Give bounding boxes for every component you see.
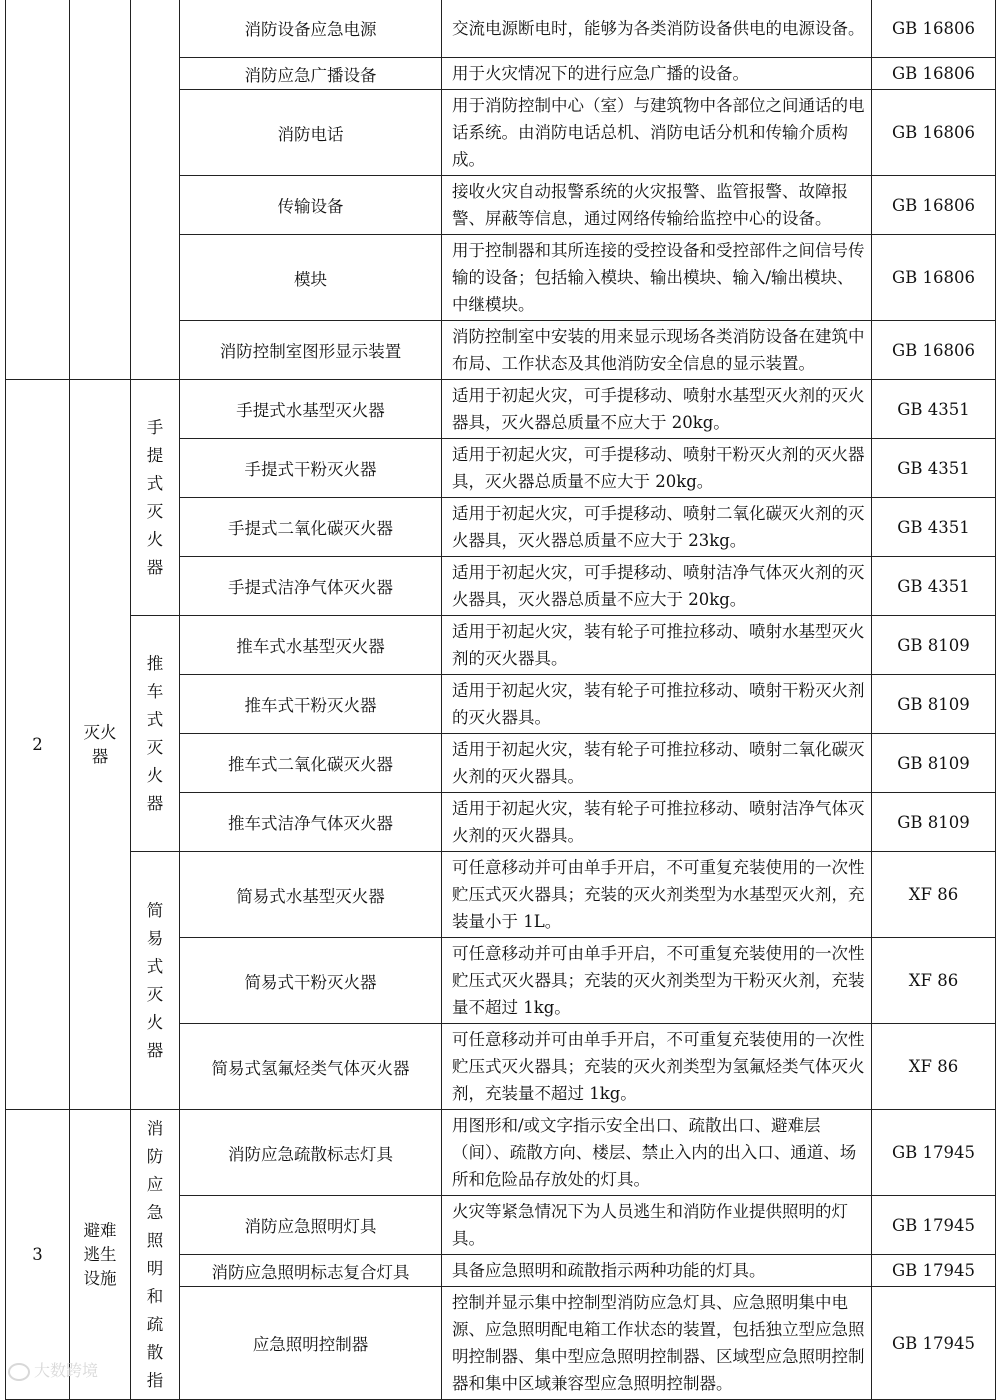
subgroup-emerg-cell [131, 1110, 180, 1400]
standard-code-cell: GB 16806 [872, 235, 996, 321]
standard-code-cell: GB 8109 [872, 793, 996, 852]
vertical-char: 器 [146, 793, 164, 813]
group-name-line: 灭火 [83, 722, 117, 742]
product-description-cell: 适用于初起火灾，可手提移动、喷射二氧化碳灭火剂的灭火器具，灭火器总质量不应大于 23kg。 [442, 498, 872, 557]
vertical-char: 灭 [146, 501, 164, 521]
group-name-cell-text [70, 721, 130, 769]
group-number-cell: 3 [6, 1110, 70, 1400]
standard-code-cell: GB 4351 [872, 498, 996, 557]
product-name-cell: 推车式水基型灭火器 [180, 616, 442, 675]
vertical-char: 火 [146, 765, 164, 785]
vertical-char: 明 [146, 1258, 164, 1278]
standard-code-cell: GB 17945 [872, 1287, 996, 1400]
standard-code-cell: XF 86 [872, 852, 996, 938]
product-name-cell: 消防应急照明标志复合灯具 [180, 1255, 442, 1287]
vertical-char: 防 [146, 1146, 164, 1166]
standard-code-cell: GB 16806 [872, 58, 996, 90]
product-description-cell: 适用于初起火灾，装有轮子可推拉移动、喷射干粉灭火剂的灭火器具。 [442, 675, 872, 734]
product-description-cell: 可任意移动并可由单手开启，不可重复充装使用的一次性贮压式灭火器具；充装的灭火剂类型为水基型灭火剂，充装量小于 1L。 [442, 852, 872, 938]
product-name-cell: 模块 [180, 235, 442, 321]
group-name-line: 逃生 [83, 1244, 117, 1264]
vertical-char: 指 [146, 1370, 164, 1390]
vertical-char: 散 [146, 1342, 164, 1362]
subgroup-cell [131, 0, 180, 380]
vertical-char: 推 [146, 653, 164, 673]
vertical-char: 手 [146, 417, 164, 437]
product-name-cell: 手提式二氧化碳灭火器 [180, 498, 442, 557]
subgroup-hand-cell-text [147, 414, 164, 582]
group-name-line: 设施 [83, 1268, 117, 1288]
standard-code-cell: GB 16806 [872, 90, 996, 176]
product-description-cell: 适用于初起火灾，可手提移动、喷射洁净气体灭火剂的灭火器具，灭火器总质量不应大于 20kg。 [442, 557, 872, 616]
product-description-cell: 适用于初起火灾，装有轮子可推拉移动、喷射二氧化碳灭火剂的灭火器具。 [442, 734, 872, 793]
group-name-cell [70, 380, 131, 1110]
vertical-char: 消 [146, 1118, 164, 1138]
product-name-cell: 消防控制室图形显示装置 [180, 321, 442, 380]
standards-table [5, 0, 996, 1400]
table-row [6, 0, 996, 58]
standard-code-cell: GB 16806 [872, 176, 996, 235]
standard-code-cell: GB 4351 [872, 439, 996, 498]
group-name-line: 避难 [83, 1220, 117, 1240]
group-name-cell-text [70, 1219, 130, 1291]
standard-code-cell: XF 86 [872, 938, 996, 1024]
watermark-text: 大数跨境 [34, 1361, 99, 1380]
subgroup-hand-cell [131, 380, 180, 616]
product-name-cell: 手提式洁净气体灭火器 [180, 557, 442, 616]
group-name-cell [70, 1110, 131, 1400]
vertical-char: 易 [146, 928, 164, 948]
vertical-char: 火 [146, 1012, 164, 1032]
subgroup-simple-cell [131, 852, 180, 1110]
standard-code-cell: GB 16806 [872, 321, 996, 380]
product-name-cell: 消防应急广播设备 [180, 58, 442, 90]
standard-code-cell: GB 16806 [872, 0, 996, 58]
table-row [6, 1110, 996, 1196]
product-name-cell: 推车式干粉灭火器 [180, 675, 442, 734]
table-row [6, 380, 996, 439]
standard-code-cell: GB 4351 [872, 380, 996, 439]
product-name-cell: 消防设备应急电源 [180, 0, 442, 58]
vertical-char: 式 [146, 473, 164, 493]
vertical-char: 应 [146, 1174, 164, 1194]
standard-code-cell: GB 17945 [872, 1110, 996, 1196]
product-description-cell: 用图形和/或文字指示安全出口、疏散出口、避难层（间）、疏散方向、楼层、禁止入内的出入口、通道、场所和危险品存放处的灯具。 [442, 1110, 872, 1196]
product-name-cell: 消防应急照明灯具 [180, 1196, 442, 1255]
standard-code-cell: GB 17945 [872, 1255, 996, 1287]
vertical-char: 器 [146, 1040, 164, 1060]
standard-code-cell: GB 8109 [872, 734, 996, 793]
product-name-cell: 简易式氢氟烃类气体灭火器 [180, 1024, 442, 1110]
vertical-char: 式 [146, 956, 164, 976]
subgroup-emerg-cell-text [147, 1115, 164, 1395]
product-description-cell: 控制并显示集中控制型消防应急灯具、应急照明集中电源、应急照明配电箱工作状态的装置，包括独立型应急照明控制器、集中型应急照明控制器、区域型应急照明控制器和集中区域兼容型应急照明控制器。 [442, 1287, 872, 1400]
product-description-cell: 消防控制室中安装的用来显示现场各类消防设备在建筑中布局、工作状态及其他消防安全信息的显示装置。 [442, 321, 872, 380]
product-description-cell: 适用于初起火灾，可手提移动、喷射干粉灭火剂的灭火器具，灭火器总质量不应大于 20kg。 [442, 439, 872, 498]
standard-code-cell: GB 17945 [872, 1196, 996, 1255]
product-description-cell: 交流电源断电时，能够为各类消防设备供电的电源设备。 [442, 0, 872, 58]
vertical-char: 照 [146, 1230, 164, 1250]
vertical-char: 式 [146, 709, 164, 729]
group-number-cell: 2 [6, 380, 70, 1110]
vertical-char: 器 [146, 557, 164, 577]
subgroup-simple-cell-text [147, 897, 164, 1065]
product-name-cell: 简易式水基型灭火器 [180, 852, 442, 938]
standard-code-cell: GB 8109 [872, 675, 996, 734]
product-description-cell: 适用于初起火灾，装有轮子可推拉移动、喷射水基型灭火剂的灭火器具。 [442, 616, 872, 675]
subgroup-cart-cell-text [147, 650, 164, 818]
product-description-cell: 火灾等紧急情况下为人员逃生和消防作业提供照明的灯具。 [442, 1196, 872, 1255]
product-description-cell: 用于火灾情况下的进行应急广播的设备。 [442, 58, 872, 90]
group-name-cell [70, 0, 131, 380]
product-description-cell: 适用于初起火灾，可手提移动、喷射水基型灭火剂的灭火器具，灭火器总质量不应大于 20kg。 [442, 380, 872, 439]
watermark [8, 1358, 98, 1381]
standard-code-cell: GB 8109 [872, 616, 996, 675]
vertical-char: 疏 [146, 1314, 164, 1334]
product-description-cell: 接收火灾自动报警系统的火灾报警、监管报警、故障报警、屏蔽等信息，通过网络传输给监控中心的设备。 [442, 176, 872, 235]
weibo-logo-icon [8, 1363, 30, 1381]
vertical-char: 简 [146, 900, 164, 920]
product-description-cell: 具备应急照明和疏散指示两种功能的灯具。 [442, 1255, 872, 1287]
vertical-char: 和 [146, 1286, 164, 1306]
group-number-cell [6, 0, 70, 380]
vertical-char: 急 [146, 1202, 164, 1222]
table-row [6, 852, 996, 938]
product-name-cell: 手提式干粉灭火器 [180, 439, 442, 498]
vertical-char: 火 [146, 529, 164, 549]
product-description-cell: 可任意移动并可由单手开启，不可重复充装使用的一次性贮压式灭火器具；充装的灭火剂类型为氢氟烃类气体灭火剂，充装量不超过 1kg。 [442, 1024, 872, 1110]
vertical-char: 车 [146, 681, 164, 701]
product-name-cell: 推车式二氧化碳灭火器 [180, 734, 442, 793]
table-row [6, 616, 996, 675]
product-description-cell: 用于消防控制中心（室）与建筑物中各部位之间通话的电话系统。由消防电话总机、消防电话分机和传输介质构成。 [442, 90, 872, 176]
subgroup-cart-cell [131, 616, 180, 852]
product-name-cell: 消防电话 [180, 90, 442, 176]
product-description-cell: 适用于初起火灾，装有轮子可推拉移动、喷射洁净气体灭火剂的灭火器具。 [442, 793, 872, 852]
vertical-char: 灭 [146, 984, 164, 1004]
product-name-cell: 应急照明控制器 [180, 1287, 442, 1400]
product-name-cell: 推车式洁净气体灭火器 [180, 793, 442, 852]
vertical-char: 灭 [146, 737, 164, 757]
product-name-cell: 传输设备 [180, 176, 442, 235]
product-name-cell: 简易式干粉灭火器 [180, 938, 442, 1024]
product-description-cell: 可任意移动并可由单手开启，不可重复充装使用的一次性贮压式灭火器具；充装的灭火剂类型为干粉灭火剂，充装量不超过 1kg。 [442, 938, 872, 1024]
product-description-cell: 用于控制器和其所连接的受控设备和受控部件之间信号传输的设备；包括输入模块、输出模块、输入/输出模块、中继模块。 [442, 235, 872, 321]
vertical-char: 提 [146, 445, 164, 465]
standard-code-cell: GB 4351 [872, 557, 996, 616]
standard-code-cell: XF 86 [872, 1024, 996, 1110]
product-name-cell: 手提式水基型灭火器 [180, 380, 442, 439]
group-name-line: 器 [91, 746, 109, 766]
product-name-cell: 消防应急疏散标志灯具 [180, 1110, 442, 1196]
